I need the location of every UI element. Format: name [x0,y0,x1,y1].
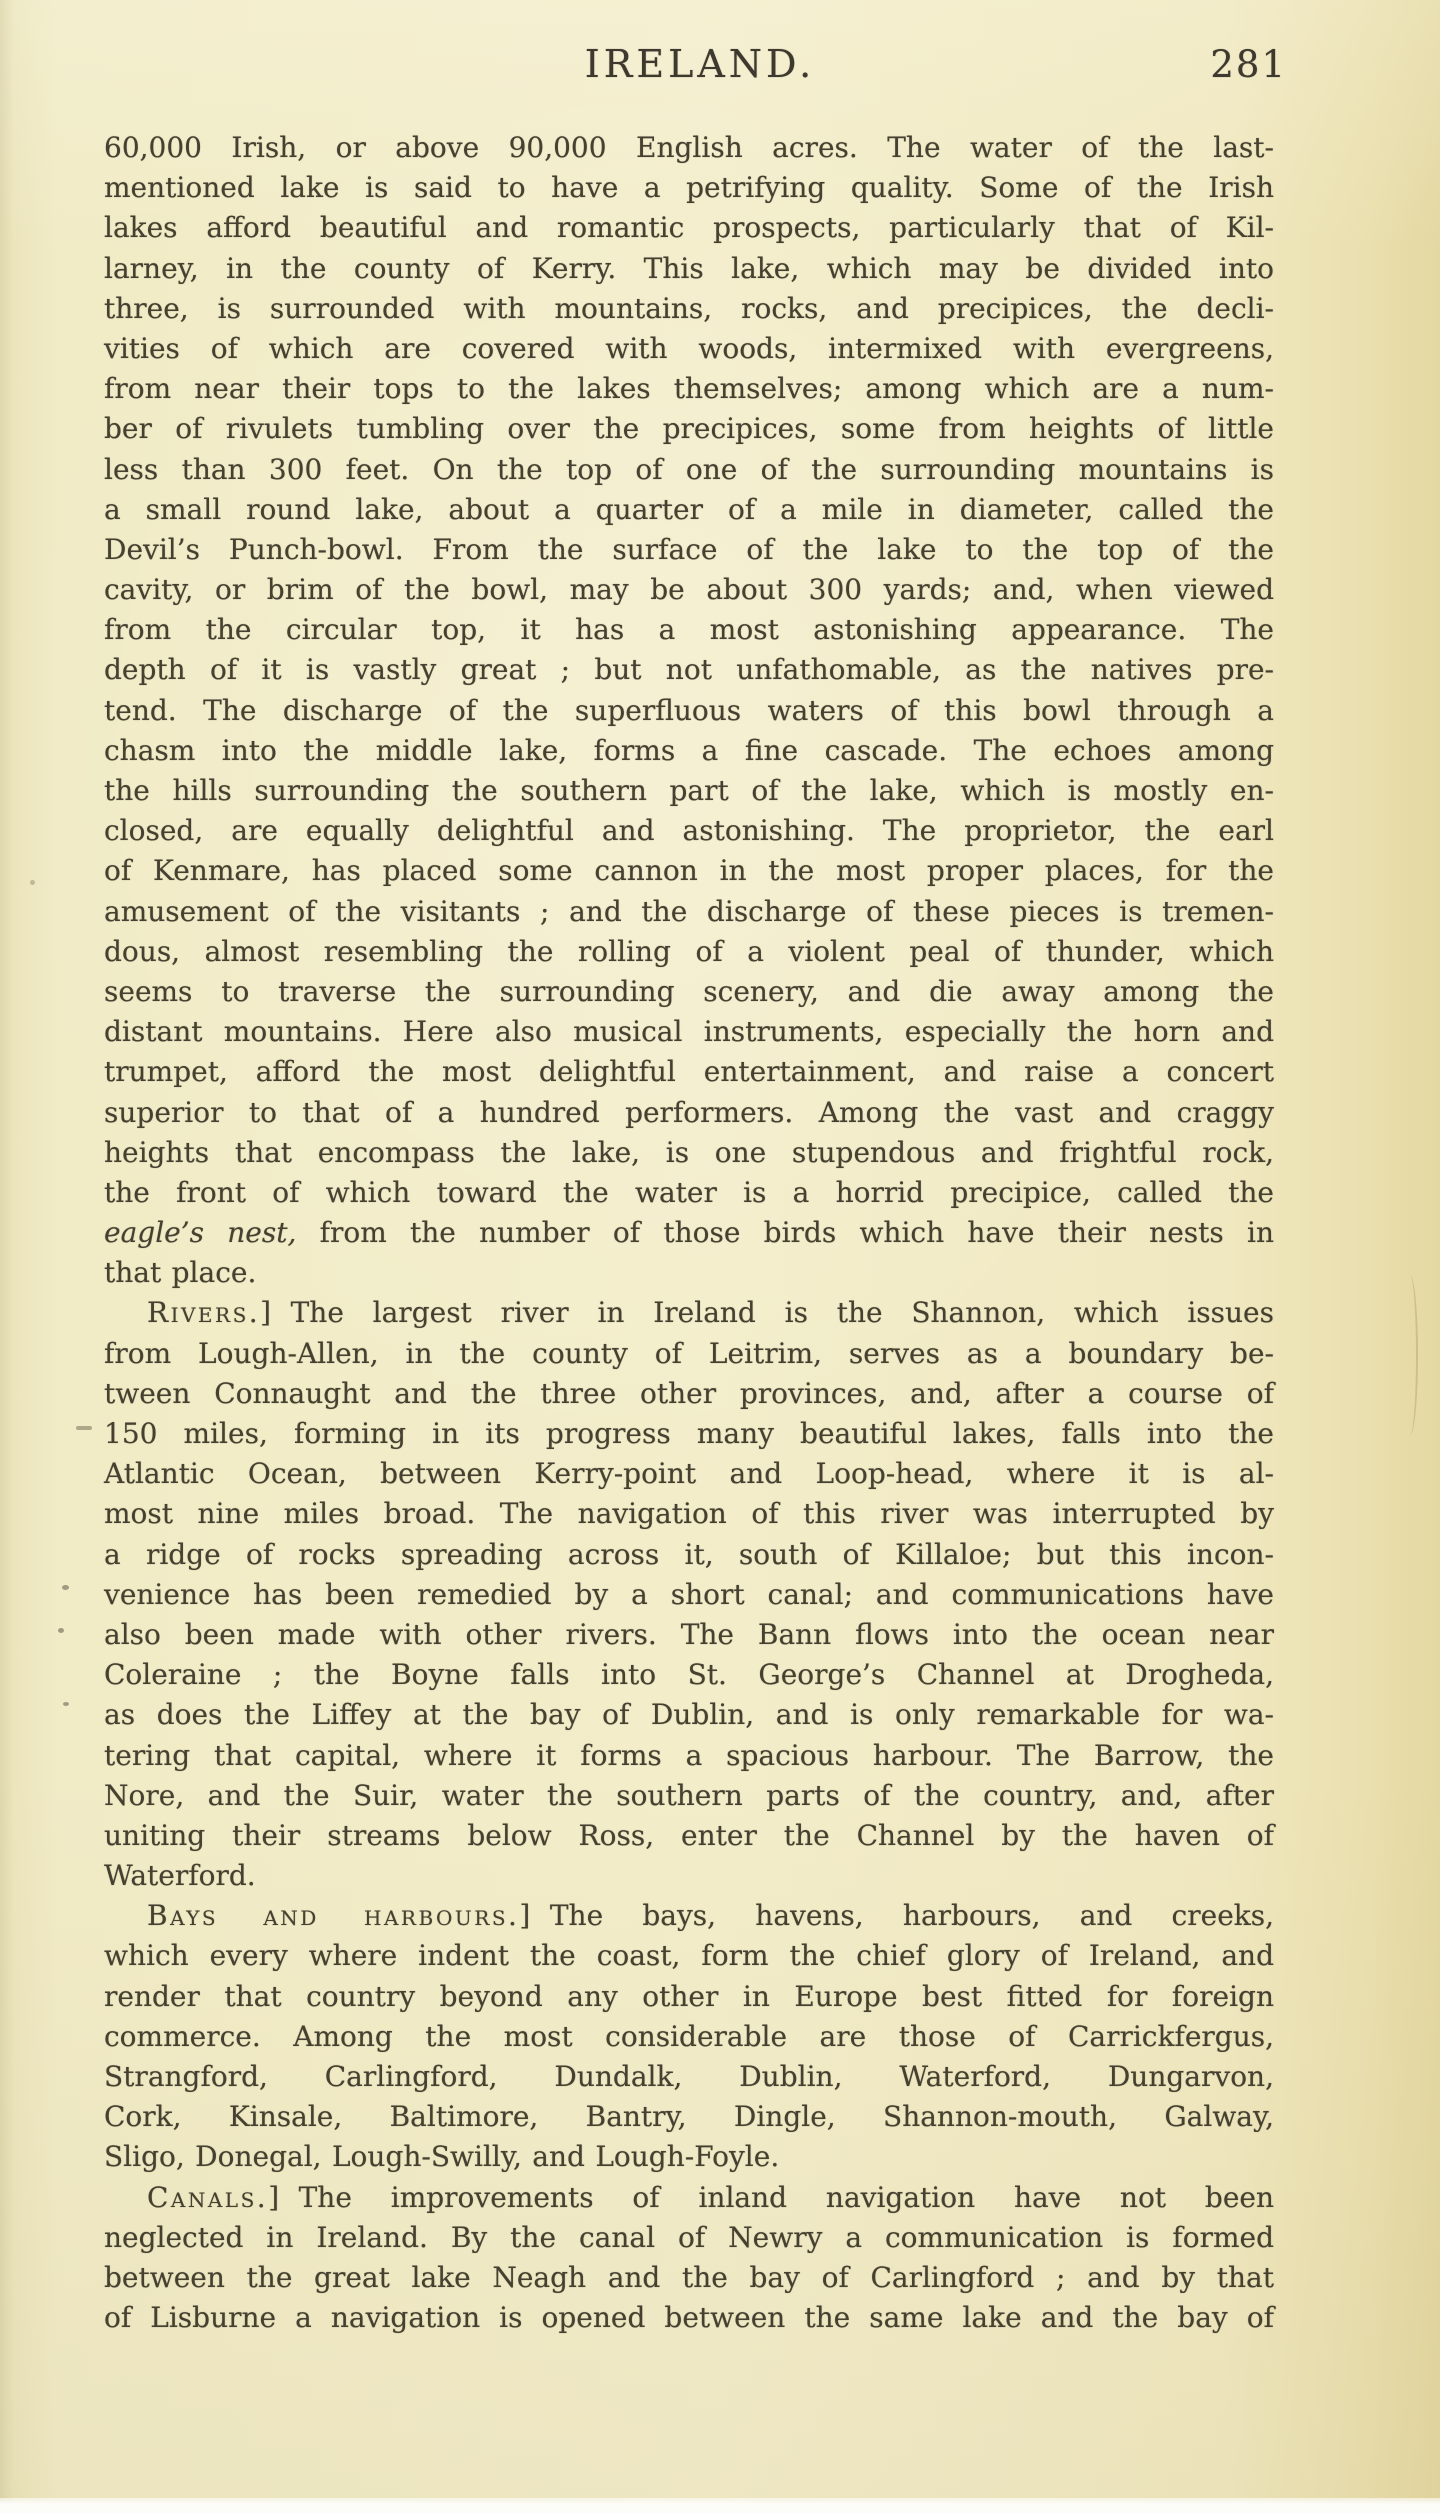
text-line [104,2258,1274,2298]
text-line [104,1454,1274,1494]
text-segment: which every where indent the coast, form the chief glory of Ireland, and [104,1939,1274,1973]
text-line [104,1494,1274,1534]
text-segment: uniting their streams below Ross, enter the Channel by the haven of [104,1818,1274,1852]
text-line [104,1173,1274,1213]
text-line [104,1334,1274,1374]
text-segment: most nine miles broad. The navigation of this river was interrupted by [104,1497,1274,1531]
text-segment: lakes afford beautiful and romantic prospects, particularly that of Kil- [104,211,1274,245]
text-line [104,1414,1274,1454]
text-segment: three, is surrounded with mountains, rocks, and precipices, the decli- [104,291,1274,325]
text-segment: a small round lake, about a quarter of a mile in diameter, called the [104,492,1274,526]
text-segment: vities of which are covered with woods, intermixed with evergreens, [104,331,1274,365]
text-segment: Atlantic Ocean, between Kerry-point and Loop-head, where it is al- [104,1457,1274,1491]
text-line [104,691,1274,731]
text-line [104,1575,1274,1615]
text-line [104,2178,1274,2218]
text-line [104,650,1274,690]
text-segment: The improvements of inland navigation have not been [298,2180,1274,2214]
text-segment: commerce. Among the most considerable are those of Carrickfergus, [104,2019,1274,2053]
text-line [104,208,1274,248]
section-heading: Rivers.] [147,1296,274,1330]
text-line [104,249,1274,289]
text-line [104,1535,1274,1575]
text-segment: from near their tops to the lakes themselves; among which are a num- [104,372,1274,406]
scan-speck [30,880,35,885]
scan-hairline [1402,1275,1418,1435]
text-line [104,932,1274,972]
body-text [104,128,1274,2338]
text-segment: depth of it is vastly great ; but not unfathomable, as the natives pre- [104,653,1274,687]
text-line [104,1293,1274,1333]
text-segment: heights that encompass the lake, is one stupendous and frightful rock, [104,1135,1274,1169]
text-line [104,1776,1274,1816]
text-line [104,1936,1274,1976]
text-line [104,2298,1274,2338]
italic-text: eagle’s nest, [104,1216,297,1250]
text-segment: larney, in the county of Kerry. This lake, which may be divided into [104,251,1274,285]
text-segment: mentioned lake is said to have a petrifying quality. Some of the Irish [104,171,1274,205]
text-segment: closed, are equally delightful and astonishing. The proprietor, the earl [104,814,1274,848]
text-line [104,1374,1274,1414]
scan-edge-strip [0,2498,1440,2513]
text-segment: Cork, Kinsale, Baltimore, Bantry, Dingle, Shannon-mouth, Galway, [104,2100,1274,2134]
text-segment: less than 300 feet. On the top of one of the surrounding mountains is [104,452,1274,486]
text-segment: neglected in Ireland. By the canal of Newry a communication is formed [104,2220,1274,2254]
text-line [104,610,1274,650]
text-segment: also been made with other rivers. The Bann flows into the ocean near [104,1617,1274,1651]
text-segment: render that country beyond any other in Europe best fitted for foreign [104,1979,1274,2013]
text-line [104,1213,1274,1253]
text-segment: from the number of those birds which have their nests in [296,1216,1274,1250]
text-line [104,731,1274,771]
text-line [104,1093,1274,1133]
text-segment: of Kenmare, has placed some cannon in the most proper places, for the [104,854,1274,888]
text-segment: from the circular top, it has a most astonishing appearance. The [104,613,1274,647]
text-segment: The largest river in Ireland is the Shannon, which issues [290,1296,1274,1330]
text-segment: of Lisburne a navigation is opened between the same lake and the bay of [104,2301,1274,2335]
text-segment: Devil’s Punch-bowl. From the surface of the lake to the top of the [104,532,1274,566]
text-line [104,1816,1274,1856]
text-line [104,168,1274,208]
text-line [104,1655,1274,1695]
text-segment: seems to traverse the surrounding scenery, and die away among the [104,974,1274,1008]
text-line [104,2137,1274,2177]
text-line [104,1133,1274,1173]
text-line [104,409,1274,449]
text-line [104,2097,1274,2137]
text-segment: a ridge of rocks spreading across it, south of Killaloe; but this incon- [104,1537,1274,1571]
text-segment: from Lough-Allen, in the county of Leitrim, serves as a boundary be- [104,1336,1274,1370]
text-line [104,570,1274,610]
text-segment: venience has been remedied by a short canal; and communications have [104,1577,1274,1611]
text-line [104,771,1274,811]
text-segment: trumpet, afford the most delightful entertainment, and raise a concert [104,1055,1274,1089]
text-line [104,289,1274,329]
text-segment: dous, almost resembling the rolling of a violent peal of thunder, which [104,934,1274,968]
text-segment: tend. The discharge of the superfluous waters of this bowl through a [104,693,1274,727]
text-segment: 60,000 Irish, or above 90,000 English acres. The water of the last- [104,131,1274,164]
running-head [105,42,1295,92]
text-segment: tween Connaught and the three other provinces, and, after a course of [104,1376,1274,1410]
text-line [104,450,1274,490]
text-line [104,1253,1274,1293]
paragraph [104,1293,1274,1896]
text-segment: superior to that of a hundred performers. Among the vast and craggy [104,1095,1274,1129]
text-line [104,1052,1274,1092]
text-segment: Sligo, Donegal, Lough-Swilly, and Lough-Foyle. [104,2140,780,2174]
text-line [104,128,1274,168]
text-segment: chasm into the middle lake, forms a fine cascade. The echoes among [104,733,1274,767]
text-line [104,2017,1274,2057]
text-line [104,972,1274,1012]
text-segment: The bays, havens, harbours, and creeks, [549,1899,1275,1933]
text-segment: tering that capital, where it forms a spacious harbour. The Barrow, the [104,1738,1274,1772]
paragraph [104,1896,1274,2177]
section-heading: Canals.] [147,2180,282,2214]
text-line [104,892,1274,932]
text-segment: amusement of the visitants ; and the discharge of these pieces is tremen- [104,894,1274,928]
text-segment: 150 miles, forming in its progress many beautiful lakes, falls into the [104,1417,1274,1450]
text-line [104,2057,1274,2097]
text-segment: that place. [104,1256,257,1290]
page-title: IRELAND. [584,42,816,86]
text-segment: cavity, or brim of the bowl, may be about 300 yards; and, when viewed [104,573,1274,607]
text-line [104,530,1274,570]
scan-speck [58,1628,64,1633]
text-segment: as does the Liffey at the bay of Dublin, and is only remarkable for wa- [104,1698,1274,1732]
text-segment: ber of rivulets tumbling over the precipices, some from heights of little [104,412,1274,446]
section-heading: Bays and harbours.] [147,1899,533,1933]
text-segment: Nore, and the Suir, water the southern parts of the country, and, after [104,1778,1274,1812]
text-line [104,851,1274,891]
scan-speck [62,1585,69,1590]
page-number: 281 [1210,43,1287,86]
text-segment: distant mountains. Here also musical instruments, especially the horn and [104,1015,1274,1049]
text-line [104,1736,1274,1776]
text-segment: between the great lake Neagh and the bay of Carlingford ; and by that [104,2260,1274,2294]
paragraph [104,128,1274,1293]
scan-speck [76,1426,92,1430]
scan-speck [63,1702,69,1706]
text-segment: Strangford, Carlingford, Dundalk, Dublin, Waterford, Dungarvon, [104,2060,1274,2093]
text-line [104,1615,1274,1655]
text-line [104,329,1274,369]
text-segment: the hills surrounding the southern part of the lake, which is mostly en- [104,774,1274,807]
text-segment: Waterford. [104,1859,256,1893]
text-line [104,811,1274,851]
page-edge-shadow [0,0,14,2513]
text-line [104,490,1274,530]
text-line [104,1012,1274,1052]
text-segment: the front of which toward the water is a horrid precipice, called the [104,1175,1274,1209]
text-line [104,1695,1274,1735]
text-line [104,1856,1274,1896]
text-line [104,2218,1274,2258]
text-segment: Coleraine ; the Boyne falls into St. George’s Channel at Drogheda, [104,1658,1274,1692]
text-line [104,1896,1274,1936]
text-line [104,1977,1274,2017]
paragraph [104,2178,1274,2339]
text-line [104,369,1274,409]
